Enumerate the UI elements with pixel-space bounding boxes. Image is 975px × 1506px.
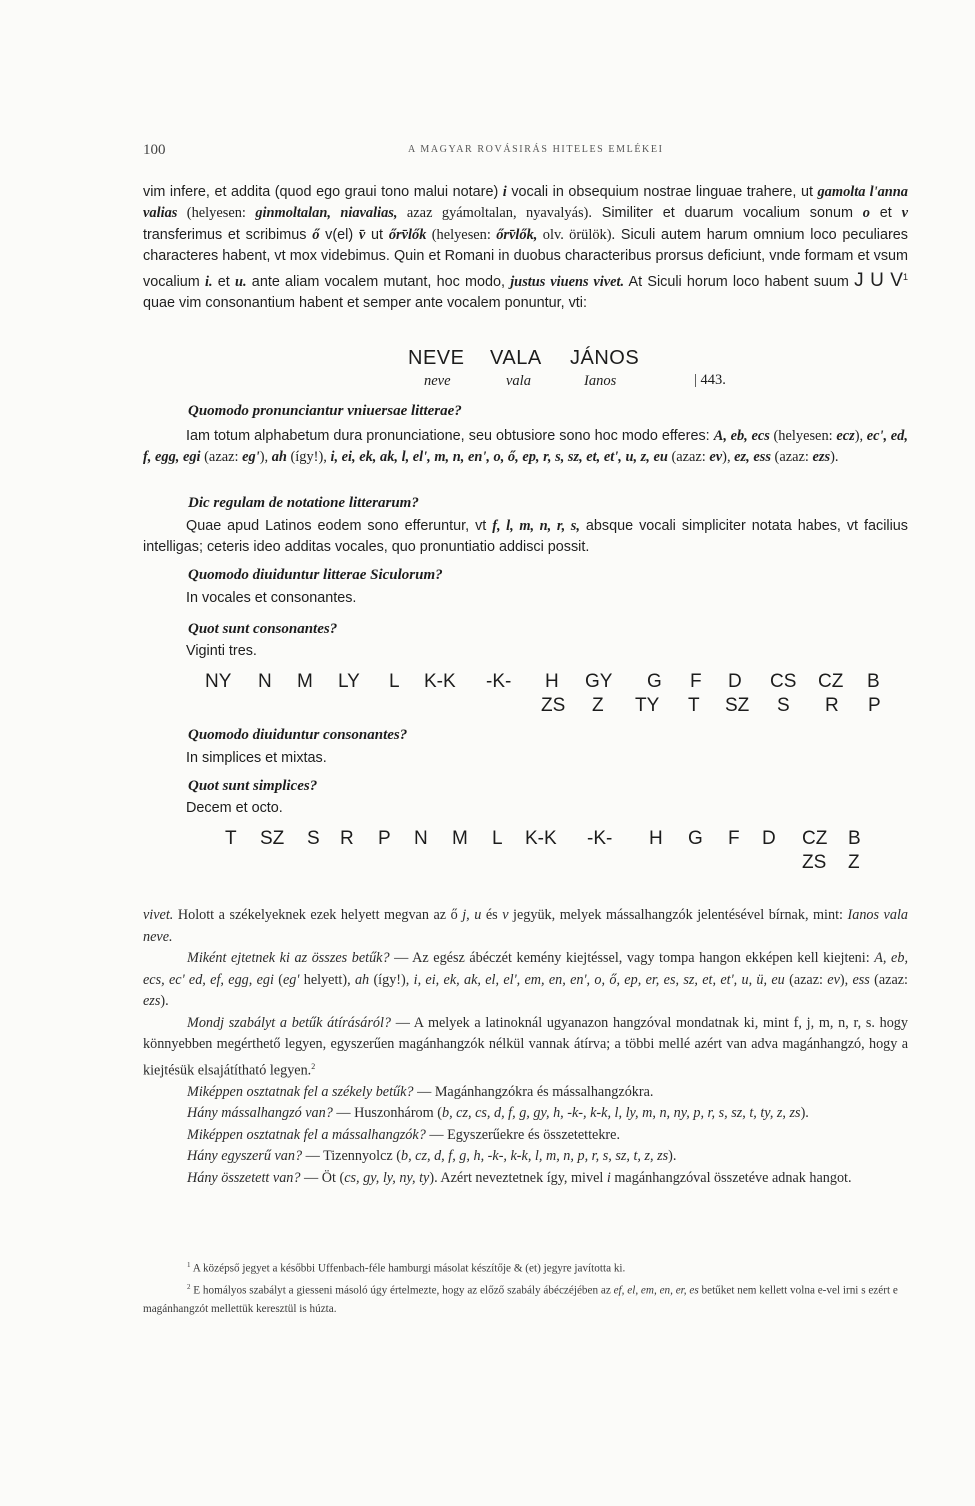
answer: Viginti tres.	[186, 643, 257, 659]
letter: L	[389, 671, 400, 692]
letter: ZS	[802, 852, 827, 873]
letter: K-K	[424, 671, 456, 692]
letter: -K-	[587, 828, 613, 849]
italic-text: ec', ed, f, egg, egi	[143, 428, 908, 466]
translation-paragraph	[143, 948, 908, 1013]
text: transferimus et scribimus	[143, 226, 313, 243]
answer: Decem et octo.	[186, 800, 283, 816]
text: — Huszonhárom (	[332, 1105, 442, 1122]
letter: R	[340, 828, 354, 849]
footnote	[143, 1278, 908, 1319]
text: et	[869, 205, 902, 222]
footnote-mark: 2	[187, 1283, 191, 1292]
italic-text: gamolta l'anna valias	[143, 184, 908, 222]
text: magánhangzóval összetéve adnak hangot.	[610, 1169, 852, 1186]
letter: F	[728, 828, 740, 849]
italic-text: ef, el, em, en, er, es	[613, 1284, 699, 1297]
italic-text: b, cz, cs, d, f, g, gy, h, -k-, k-k, l, ly, m, n, ny, p, r, s, sz, t, ty, z, zs	[441, 1105, 801, 1122]
letter: LY	[338, 671, 360, 692]
text: ut	[365, 226, 389, 243]
letter: D	[728, 671, 742, 692]
italic-text: őrv̄lők,	[496, 226, 538, 243]
italic-text: i, ei, ek, ak, l, el', m, n, en', o, ő, ep, r, s, sz, et, et', u, z, eu	[330, 449, 668, 466]
letter: S	[777, 695, 790, 716]
translation-paragraph	[143, 1146, 908, 1168]
letter: CZ	[802, 828, 828, 849]
italic-text: Mondj szabályt a betűk átírásáról?	[187, 1014, 391, 1031]
letter: -K-	[486, 671, 512, 692]
answer: In simplices et mixtas.	[186, 750, 327, 766]
italic-text: j, u	[462, 907, 482, 923]
hungarian-translation	[143, 905, 908, 1189]
letter: SZ	[260, 828, 285, 849]
text: ante aliam vocalem mutant, hoc modo,	[246, 273, 511, 290]
italic-text: ezs	[812, 449, 831, 466]
letter: G	[688, 828, 703, 849]
text: (azaz:	[770, 449, 813, 466]
name-word: VALA	[490, 347, 542, 369]
line-reference: | 443.	[694, 372, 726, 388]
text: jegyük, melyek mássalhangzók jelentésével bírnak, mint:	[508, 907, 848, 923]
text: Iam totum alphabetum dura pronunciatione, seu obtusiore sono hoc modo efferes:	[186, 428, 714, 444]
name-word: JÁNOS	[570, 347, 640, 369]
text: ).	[800, 1105, 809, 1122]
text: ),	[722, 449, 735, 466]
text: vocali in obsequium nostrae linguae trahere, ut	[506, 184, 818, 200]
letter: B	[848, 828, 861, 849]
italic-text: ezs	[143, 993, 161, 1009]
text: olv. örülök).	[537, 226, 616, 243]
text: — Tizennyolcz (	[302, 1148, 401, 1165]
italic-text: Ianos vala neve.	[143, 907, 908, 945]
footnote-ref: 1	[902, 272, 908, 283]
letter: N	[414, 828, 428, 849]
italic-text: v	[502, 907, 509, 923]
italic-text: ez, ess	[734, 449, 771, 466]
italic-text: i	[502, 184, 507, 200]
italic-text: u.	[235, 273, 247, 290]
letter: G	[647, 671, 662, 692]
text: absque vocali simpliciter notata habes, vt facilius intelligas; ceteris ideo additas vocales, quo pronuntiatio addisci possit.	[143, 518, 908, 556]
letter: P	[378, 828, 391, 849]
letter: L	[492, 828, 503, 849]
italic-text: ginmoltalan, niavalias,	[255, 205, 398, 222]
italic-text: Miként ejtetnek ki az összes betűk?	[187, 950, 390, 966]
translation-paragraph	[143, 1082, 908, 1104]
text: v(el)	[319, 226, 359, 243]
italic-text: ev	[709, 449, 723, 466]
letter: Z	[848, 852, 860, 873]
italic-text: ev	[827, 971, 840, 988]
text: ),	[854, 428, 867, 444]
letter: B	[867, 671, 880, 692]
consonant-table	[205, 671, 895, 721]
text: (így!),	[286, 449, 331, 466]
question: Quomodo diuiduntur litterae Siculorum?	[188, 567, 443, 583]
running-title: A MAGYAR ROVÁSIRÁS HITELES EMLÉKEI	[408, 144, 664, 155]
italic-text: o	[862, 205, 870, 222]
question: Quomodo diuiduntur consonantes?	[188, 727, 408, 743]
italic-text: eg'	[242, 449, 260, 466]
question: Quot sunt consonantes?	[188, 621, 338, 637]
page-header	[143, 142, 908, 162]
letter: T	[225, 828, 237, 849]
footnote-text: E homályos szabályt a giesseni másoló úgy értelmezte, hogy az előző szabály ábéczéjében az	[193, 1284, 614, 1297]
text: (így!),	[369, 971, 414, 988]
letter: D	[762, 828, 776, 849]
italic-text: ah	[271, 449, 287, 466]
text: — Egyszerűekre és összetettekre.	[425, 1126, 621, 1143]
italic-text: Hány egyszerű van?	[187, 1148, 303, 1165]
footnote-ref: 2	[311, 1061, 316, 1071]
letter: P	[868, 695, 881, 716]
text: — Öt (	[300, 1169, 345, 1186]
translation-paragraph	[143, 905, 908, 948]
rune-letters: J U V	[854, 269, 903, 291]
translation-paragraph	[143, 1125, 908, 1147]
question: Quot sunt simplices?	[188, 778, 318, 794]
text: (	[273, 971, 283, 988]
text: és	[481, 907, 503, 923]
text: helyett),	[299, 971, 355, 988]
italic-text: f, l, m, n, r, s,	[492, 518, 580, 534]
letter: NY	[205, 671, 232, 692]
text: azaz gyámoltalan, nyavalyás).	[397, 205, 592, 222]
letter: M	[297, 671, 313, 692]
italic-text: justus viuens vivet.	[510, 273, 625, 290]
italic-text: ő	[312, 226, 320, 243]
letter: TY	[635, 695, 660, 716]
italic-text: i.	[204, 273, 213, 290]
text: Similiter et duarum vocalium sonum	[591, 205, 863, 222]
answer: In vocales et consonantes.	[186, 590, 357, 606]
text: Siculi autem harum omnium loco peculiares characteres habent, vt mox videbimus. Quin et Romani in duobus characteribus prorsus deficiunt, vnde formam et vsum vocalium	[143, 226, 908, 290]
italic-text: eg'	[283, 971, 300, 988]
text: (helyesen:	[426, 226, 497, 243]
text: — A melyek a latinoknál ugyanazon hangzóval mondatnak ki, mint f, j, m, n, r, s. hogy könnyebben megérthető legyen, egyszerűen magánhangzók nélkül vannak átírva; a többi mellé azért van adva magánhangzó, hogy a kiejtésük elsajátítható legyen.	[143, 1014, 908, 1079]
latin-paragraph-1	[143, 182, 908, 315]
italic-text: vivet.	[143, 907, 174, 923]
letter: GY	[585, 671, 613, 692]
page-number: 100	[143, 142, 166, 158]
letter: H	[649, 828, 663, 849]
simple-consonant-table	[225, 828, 885, 878]
text: — Az egész ábéczét kemény kiejtéssel, vagy tompa hangon ekképen kell kiejteni:	[389, 950, 875, 966]
text: et	[212, 273, 235, 290]
footnote-mark: 1	[187, 1261, 191, 1269]
text: At Siculi horum loco habent suum	[624, 273, 855, 290]
text: — Magánhangzókra és mássalhangzókra.	[413, 1083, 654, 1100]
name-word: NEVE	[408, 347, 465, 369]
italic-text: ess	[852, 971, 870, 988]
italic-text: ecz	[836, 428, 855, 444]
question: Quomodo pronunciantur vniuersae litterae?	[188, 403, 462, 419]
footnotes	[143, 1256, 908, 1319]
italic-text: cs, gy, ly, ny, ty	[344, 1169, 430, 1186]
letter: R	[825, 695, 839, 716]
italic-text: őrv̄lők	[388, 226, 427, 243]
latin-paragraph-2	[143, 426, 908, 469]
letter: CS	[770, 671, 797, 692]
italic-text: Hány mássalhangzó van?	[187, 1105, 333, 1122]
letter: T	[688, 695, 700, 716]
name-transliteration: vala	[506, 373, 531, 389]
italic-text: Miképpen osztatnak fel a székely betűk?	[187, 1083, 414, 1100]
text: vim infere, et addita (quod ego graui tono malui notare)	[143, 184, 503, 200]
text: quae vim consonantium habent et semper ante vocalem ponuntur, vti:	[143, 295, 587, 312]
name-transliteration: Ianos	[584, 373, 617, 389]
italic-text: b, cz, d, f, g, h, -k-, k-k, l, m, n, p, r, s, sz, t, z, zs	[400, 1148, 669, 1165]
letter: ZS	[541, 695, 566, 716]
translation-paragraph	[143, 1103, 908, 1125]
letter: F	[690, 671, 702, 692]
translation-paragraph	[143, 1168, 908, 1190]
footnote-text: A középső jegyet a későbbi Uffenbach-féle hamburgi másolat készítője & (et) jegyre javította ki.	[192, 1262, 626, 1275]
italic-text: i	[606, 1169, 611, 1186]
italic-text: v̄	[358, 226, 366, 243]
letter: K-K	[525, 828, 557, 849]
text: Quae apud Latinos eodem sono efferuntur, vt	[186, 518, 493, 534]
translation-paragraph	[143, 1013, 908, 1082]
italic-text: A, eb, ecs	[713, 428, 770, 444]
latin-paragraph-3	[143, 516, 908, 559]
italic-text: v	[901, 205, 908, 222]
text: (azaz:	[667, 449, 710, 466]
footnote	[143, 1256, 908, 1278]
text: (helyesen:	[177, 205, 256, 222]
text: ).	[160, 993, 169, 1009]
text: (azaz:	[869, 971, 908, 988]
letter: Z	[592, 695, 604, 716]
letter: CZ	[818, 671, 844, 692]
text: ).	[830, 449, 839, 466]
question: Dic regulam de notatione litterarum?	[188, 495, 419, 511]
italic-text: A, eb, ecs, ec' ed, ef, egg, egi	[143, 950, 908, 988]
letter: M	[452, 828, 468, 849]
example-names	[408, 347, 828, 395]
italic-text: i, ei, ek, ak, el, el', em, en, en', o, ő, ep, er, es, sz, et, et', u, ü, eu	[413, 971, 785, 988]
italic-text: Hány összetett van?	[187, 1169, 301, 1186]
italic-text: ah	[354, 971, 370, 988]
text: ). Azért neveztetnek így, mivel	[429, 1169, 607, 1186]
text: (azaz:	[200, 449, 243, 466]
letter: H	[545, 671, 559, 692]
text: ),	[839, 971, 853, 988]
letter: N	[258, 671, 272, 692]
letter: SZ	[725, 695, 750, 716]
text: (azaz:	[784, 971, 828, 988]
footnote-text: betűket nem kellett volna e-vel irni s ezért e magánhangzót mellettük keresztül is húzta.	[143, 1284, 898, 1316]
text: ).	[668, 1148, 677, 1165]
letter: S	[307, 828, 320, 849]
text: ),	[259, 449, 272, 466]
italic-text: Miképpen osztatnak fel a mássalhangzók?	[187, 1126, 426, 1143]
name-transliteration: neve	[424, 373, 451, 389]
text: Holott a székelyeknek ezek helyett megvan az ő	[173, 907, 463, 923]
text: (helyesen:	[769, 428, 837, 444]
